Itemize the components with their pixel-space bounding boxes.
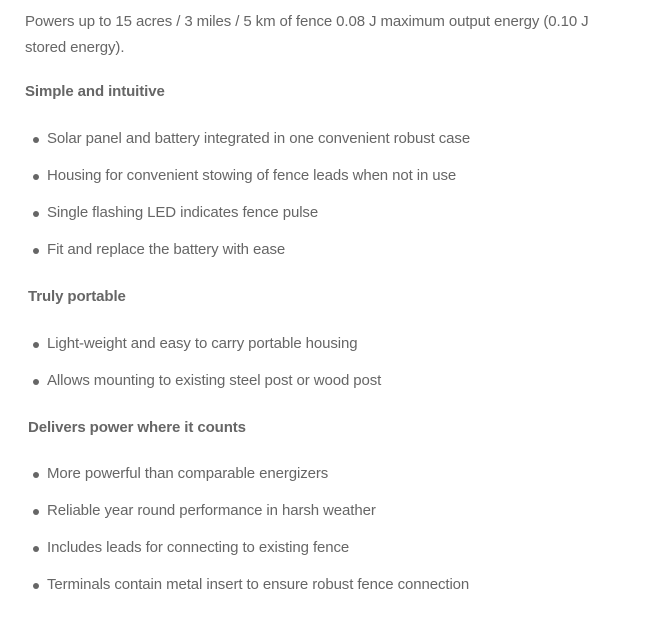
bullet-icon [33,174,39,180]
section-heading-delivers-power: Delivers power where it counts [28,419,246,436]
list-item-text: Single flashing LED indicates fence pulse [47,204,319,221]
list-item [31,500,469,537]
bullet-icon [33,342,39,348]
list-item-text: More powerful than comparable energizers [47,465,329,482]
bullet-icon [33,509,39,515]
list-item-text: Terminals contain metal insert to ensure robust fence connection [47,576,470,593]
intro-paragraph: Powers up to 15 acres / 3 miles / 5 km of fence 0.08 J maximum output energy (0.10 J stored energy). [25,13,589,56]
bullet-icon [33,379,39,385]
list-item-text: Allows mounting to existing steel post or wood post [47,372,382,389]
list-item-text: Solar panel and battery integrated in one convenient robust case [47,130,471,147]
list-item-text: Light-weight and easy to carry portable housing [47,335,358,352]
feature-list-simple-intuitive [31,128,470,276]
list-item [31,239,470,276]
bullet-icon [33,211,39,217]
list-item [31,128,470,165]
list-item-text: Reliable year round performance in harsh weather [47,502,376,519]
bullet-icon [33,546,39,552]
feature-list-delivers-power [31,463,469,611]
bullet-icon [33,472,39,478]
list-item-text: Housing for convenient stowing of fence leads when not in use [47,167,457,184]
list-item [31,333,381,370]
list-item [31,202,470,239]
bullet-icon [33,137,39,143]
list-item [31,537,469,574]
list-item-text: Includes leads for connecting to existing fence [47,539,350,556]
section-heading-simple-intuitive: Simple and intuitive [25,83,165,100]
list-item [31,370,381,407]
bullet-icon [33,583,39,589]
list-item [31,165,470,202]
feature-list-truly-portable [31,333,381,407]
section-heading-truly-portable: Truly portable [28,288,126,305]
bullet-icon [33,248,39,254]
list-item [31,463,469,500]
list-item [31,574,469,611]
list-item-text: Fit and replace the battery with ease [47,241,286,258]
